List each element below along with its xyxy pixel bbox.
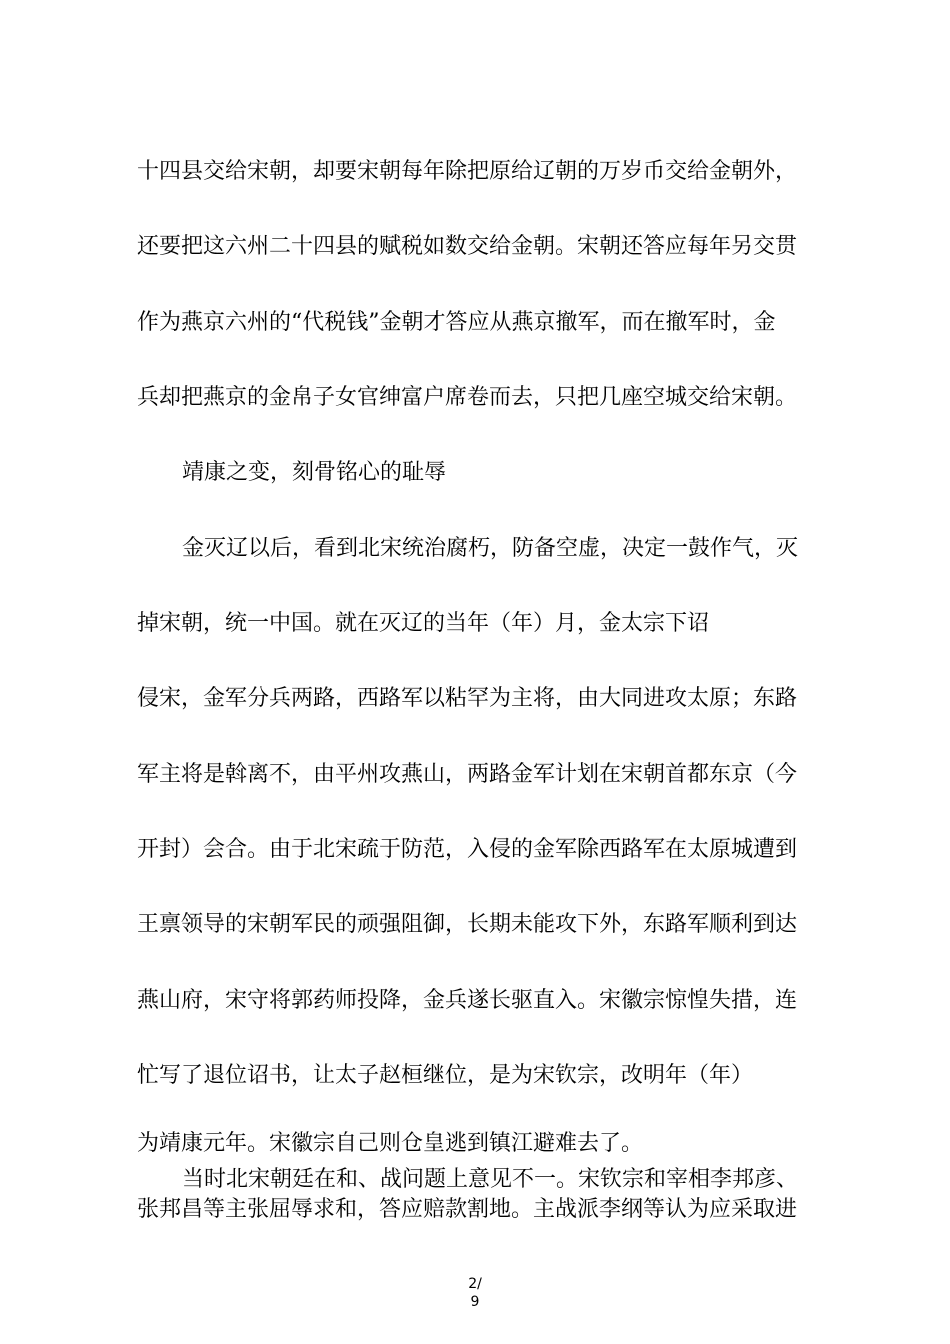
text-line-12: 燕山府，宋守将郭药师投降，金兵遂长驱直入。宋徽宗惊惶失措，连 bbox=[137, 988, 798, 1013]
text-line-10: 开封）会合。由于北宋疏于防范，入侵的金军除西路军在太原城遭到 bbox=[137, 837, 798, 862]
text-line-15: 当时北宋朝廷在和、战问题上意见不一。宋钦宗和宰相李邦彦、 bbox=[182, 1167, 799, 1192]
text-line-14: 为靖康元年。宋徽宗自己则仓皇逃到镇江避难去了。 bbox=[137, 1131, 644, 1156]
text-line-2: 还要把这六州二十四县的赋税如数交给金朝。宋朝还答应每年另交贯 bbox=[137, 234, 798, 259]
text-line-8: 侵宋，金军分兵两路，西路军以粘罕为主将，由大同进攻太原；东路 bbox=[137, 686, 798, 711]
section-heading: 靖康之变，刻骨铭心的耻辱 bbox=[182, 460, 447, 485]
text-line-11: 王禀领导的宋朝军民的顽强阻御，长期未能攻下外，东路军顺利到达 bbox=[137, 912, 798, 937]
text-line-9: 军主将是斡离不，由平州攻燕山，两路金军计划在宋朝首都东京（今 bbox=[137, 762, 798, 787]
text-line-3: 作为燕京六州的“代税钱”金朝才答应从燕京撤军，而在撤军时，金 bbox=[137, 310, 776, 335]
page-number-top: 2/ bbox=[468, 1276, 482, 1292]
text-line-6: 金灭辽以后，看到北宋统治腐朽，防备空虚，决定一鼓作气，灭 bbox=[182, 536, 799, 561]
text-line-1: 十四县交给宋朝，却要宋朝每年除把原给辽朝的万岁币交给金朝外， bbox=[137, 159, 798, 184]
page-number-bottom: 9 bbox=[470, 1294, 480, 1310]
text-line-7: 掉宋朝，统一中国。就在灭辽的当年（年）月，金太宗下诏 bbox=[137, 611, 710, 636]
text-line-13: 忙写了退位诏书，让太子赵桓继位，是为宋钦宗，改明年（年） bbox=[137, 1063, 754, 1088]
text-line-16: 张邦昌等主张屈辱求和，答应赔款割地。主战派李纲等认为应采取进 bbox=[137, 1197, 798, 1222]
text-line-4: 兵却把燕京的金帛子女官绅富户席卷而去，只把几座空城交给宋朝。 bbox=[137, 385, 798, 410]
